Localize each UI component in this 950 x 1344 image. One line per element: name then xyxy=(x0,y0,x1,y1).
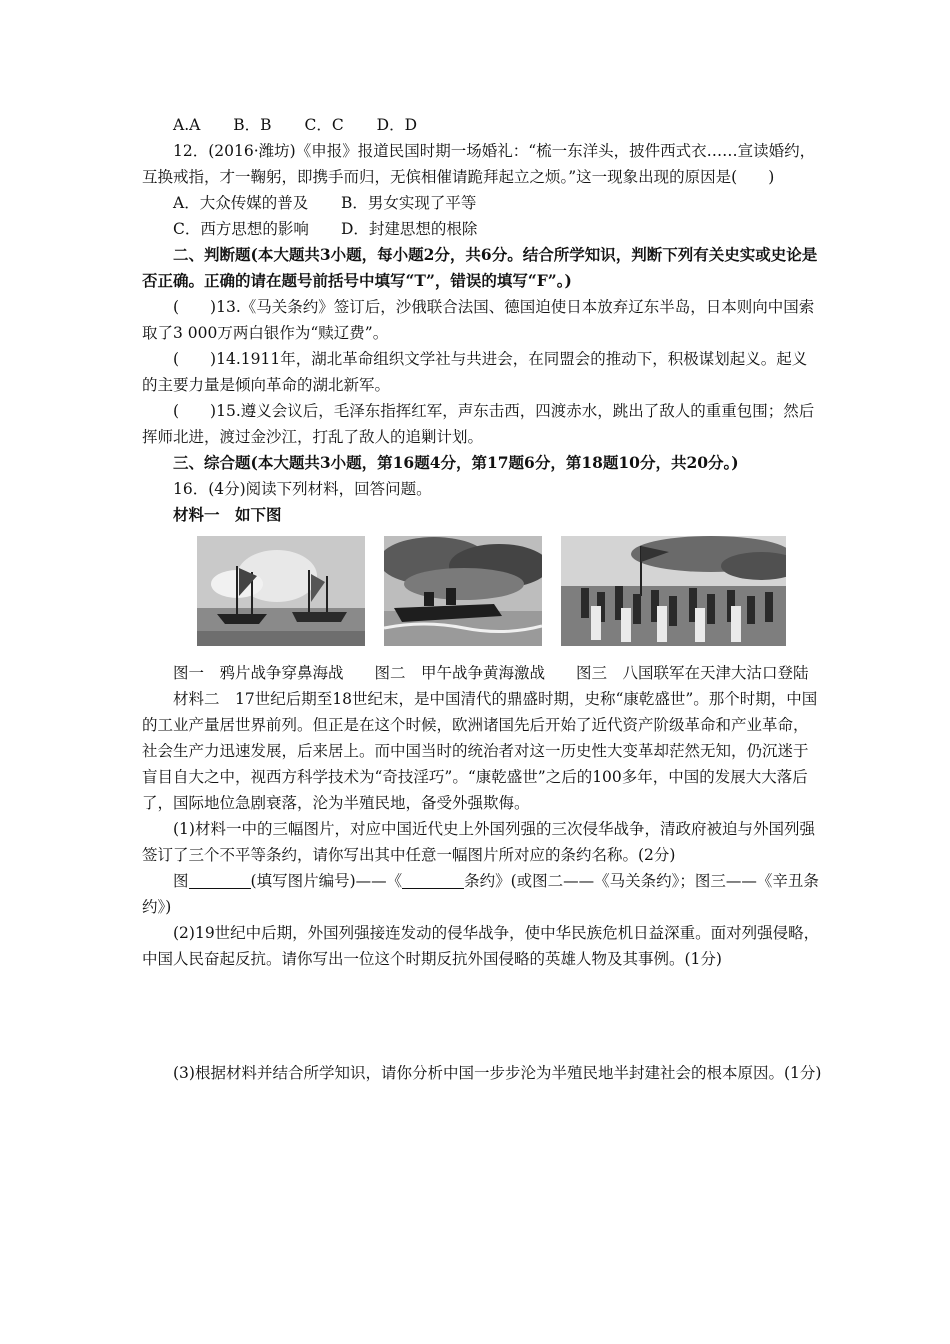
material2: 材料二 17世纪后期至18世纪末，是中国清代的鼎盛时期，史称“康乾盛世”。那个时期，中国的工业产量居世界前列。但正是在这个时候，欧洲诸国先后开始了近代资产阶级革命和产业革命，社会生产力迅速发展，后来居上。而中国当时的统治者对这一历史性大变革却茫然无知，仍沉迷于盲目自大之中，视西方科学技术为“奇技淫巧”。“康乾盛世”之后的100多年，中国的发展大大落后了，国际地位急剧衰落，沦为半殖民地，备受外强欺侮。 xyxy=(142,690,818,812)
answer-space xyxy=(142,972,822,1060)
figure-captions: 图一 鸦片战争穿鼻海战 图二 甲午战争黄海激战 图三 八国联军在天津大沽口登陆 xyxy=(173,664,809,682)
q15: ( )15.遵义会议后，毛泽东指挥红军，声东击西，四渡赤水，跳出了敌人的重重包围；然后挥师北进，渡过金沙江，打乱了敌人的追剿计划。 xyxy=(142,402,815,446)
fill-blank-treaty[interactable] xyxy=(402,870,464,889)
fill-blank-figure[interactable] xyxy=(189,870,251,889)
q12-option-d: D．封建思想的根除 xyxy=(341,220,478,238)
q12-option-b: B．男女实现了平等 xyxy=(341,194,477,212)
figure-1-image xyxy=(197,536,365,646)
q11-option-b: B．B xyxy=(233,116,272,134)
document-page xyxy=(142,112,822,1086)
figure-3-image xyxy=(561,536,786,646)
fill-label-c: 条约》(或图二——《马关条约》；图三——《辛丑条约》) xyxy=(142,872,819,916)
fill-label-a: 图 xyxy=(173,872,189,890)
q12-option-a: A．大众传媒的普及 xyxy=(173,194,309,212)
q16-intro: 16．(4分)阅读下列材料，回答问题。 xyxy=(173,480,432,498)
figure-row xyxy=(142,536,822,654)
q12-option-c: C．西方思想的影响 xyxy=(173,220,309,238)
q16-sub3: (3)根据材料并结合所学知识，请你分析中国一步步沦为半殖民地半封建社会的根本原因。(1分) xyxy=(173,1064,822,1082)
q16-sub1-fill xyxy=(142,868,822,920)
section3-heading: 三、综合题(本大题共3小题，第16题4分，第17题6分，第18题10分，共20分。) xyxy=(173,453,739,472)
section2-heading: 二、判断题(本大题共3小题，每小题2分，共6分。结合所学知识，判断下列有关史实或史论是否正确。正确的请在题号前括号中填写“T”，错误的填写“F”。) xyxy=(142,245,818,290)
q11-option-d: D．D xyxy=(376,116,418,134)
q11-options xyxy=(142,112,822,138)
q12-options-ab xyxy=(142,190,822,216)
fill-label-b: (填写图片编号)——《 xyxy=(250,872,403,890)
q11-option-c: C．C xyxy=(304,116,344,134)
q14: ( )14.1911年，湖北革命组织文学社与共进会，在同盟会的推动下，积极谋划起义。起义的主要力量是倾向革命的湖北新军。 xyxy=(142,350,808,394)
material1-label: 材料一 如下图 xyxy=(173,505,282,524)
q12-options-cd xyxy=(142,216,822,242)
q11-option-a: A.A xyxy=(173,116,201,134)
q16-sub1: (1)材料一中的三幅图片，对应中国近代史上外国列强的三次侵华战争，清政府被迫与外国列强签订了三个不平等条约，请你写出其中任意一幅图片所对应的条约名称。(2分) xyxy=(142,820,815,864)
q16-sub2: (2)19世纪中后期，外国列强接连发动的侵华战争，使中华民族危机日益深重。面对列强侵略，中国人民奋起反抗。请你写出一位这个时期反抗外国侵略的英雄人物及其事例。(1分) xyxy=(142,924,820,968)
figure-2-image xyxy=(384,536,542,646)
q13: ( )13.《马关条约》签订后，沙俄联合法国、德国迫使日本放弃辽东半岛，日本则向中国索取了3 000万两白银作为“赎辽费”。 xyxy=(142,298,815,342)
q12-stem: 12．(2016·潍坊)《申报》报道民国时期一场婚礼：“梳一东洋头，披件西式衣……宣读婚约，互换戒指，才一鞠躬，即携手而归，无傧相催请跪拜起立之烦。”这一现象出现的原因是( ) xyxy=(142,142,816,186)
